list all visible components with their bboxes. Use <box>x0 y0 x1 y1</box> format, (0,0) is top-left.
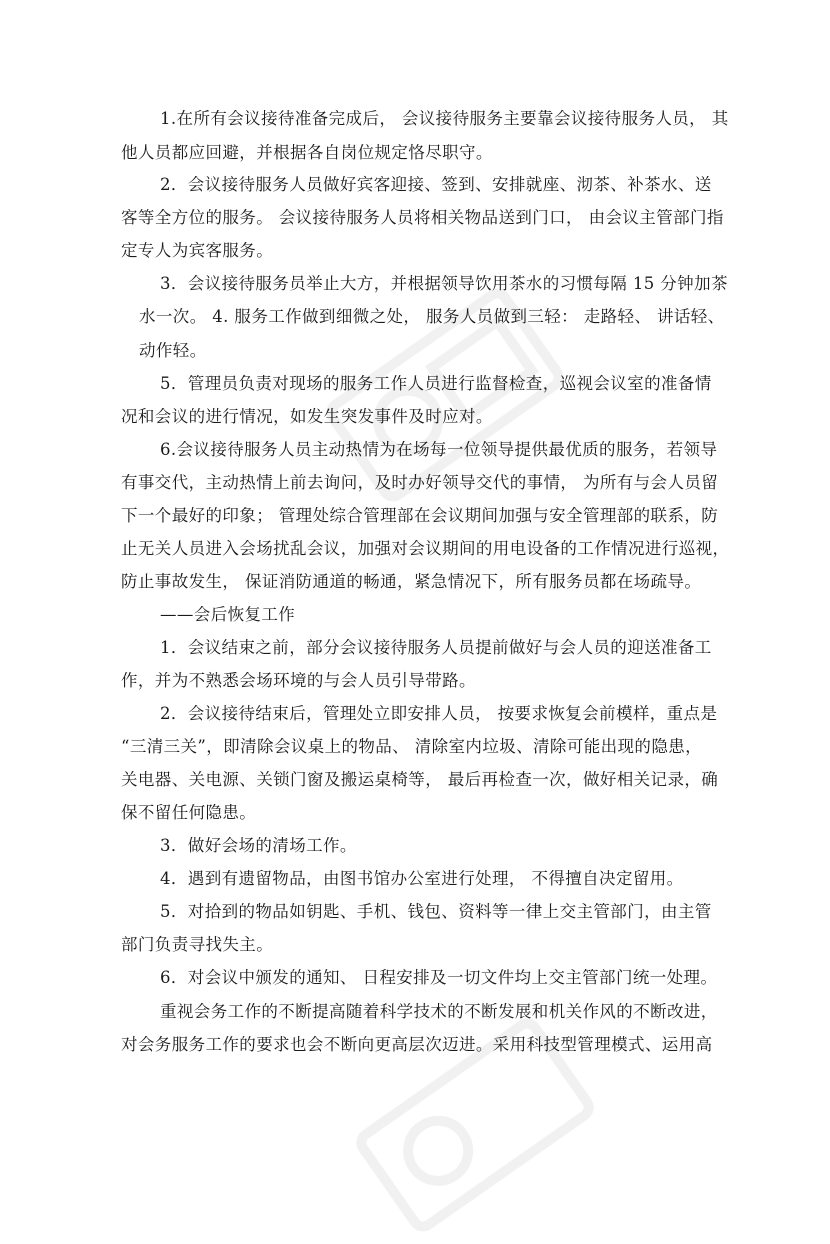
text-line: 下一个最好的印象； 管理处综合管理部在会议期间加强与安全管理部的联系，防 <box>121 506 719 525</box>
text-line: 部门负责寻找失主。 <box>121 935 274 954</box>
text-line: 2．会议接待结束后，管理处立即安排人员， 按要求恢复会前模样，重点是 <box>160 704 718 723</box>
text-line: 5．管理员负责对现场的服务工作人员进行监督检查，巡视会议室的准备情 <box>160 374 712 393</box>
text-line: 水一次。 4. 服务工作做到细微之处， 服务人员做到三轻： 走路轻、 讲话轻、 <box>139 307 725 326</box>
text-line: 他人员都应回避，并根据各自岗位规定恪尽职守。 <box>121 143 493 162</box>
text-line: 2．会议接待服务人员做好宾客迎接、签到、安排就座、沏茶、补茶水、送 <box>160 175 712 194</box>
text-line: “三清三关”，即清除会议桌上的物品、 清除室内垃圾、清除可能出现的隐患， <box>121 737 703 756</box>
text-line: 6．对会议中颁发的通知、 日程安排及一切文件均上交主管部门统一处理。 <box>160 968 718 987</box>
text-line: 有事交代，主动热情上前去询问，及时办好领导交代的事情， 为所有与会人员留 <box>121 473 719 492</box>
text-line: 止无关人员进入会场扰乱会议，加强对会议期间的用电设备的工作情况进行巡视， <box>121 539 730 558</box>
text-line: 1.在所有会议接待准备完成后， 会议接待服务主要靠会议接待服务人员， 其 <box>160 109 729 128</box>
text-line: 对会务服务工作的要求也会不断向更高层次迈进。采用科技型管理模式、运用高 <box>121 1035 713 1054</box>
text-line: 3．做好会场的清场工作。 <box>160 836 357 855</box>
text-line: 关电器、关电源、关锁门窗及搬运桌椅等， 最后再检查一次，做好相关记录，确 <box>121 770 719 789</box>
text-line: 6.会议接待服务人员主动热情为在场每一位领导提供最优质的服务，若领导 <box>160 440 718 459</box>
text-line: 1．会议结束之前，部分会议接待服务人员提前做好与会人员的迎送准备工 <box>160 638 712 657</box>
text-line: 保不留任何隐患。 <box>121 803 257 822</box>
text-line: 动作轻。 <box>139 341 207 360</box>
text-line: 况和会议的进行情况，如发生突发事件及时应对。 <box>121 407 493 426</box>
text-line: 作，并为不熟悉会场环境的与会人员引导带路。 <box>121 671 476 690</box>
text-line: 5．对拾到的物品如钥匙、手机、钱包、资料等一律上交主管部门，由主管 <box>160 902 712 921</box>
text-line: 重视会务工作的不断提高随着科学技术的不断发展和机关作风的不断改进， <box>160 1002 718 1021</box>
section-heading: ——会后恢复工作 <box>160 605 296 624</box>
text-line: 3．会议接待服务员举止大方，并根据领导饮用茶水的习惯每隔 15 分钟加茶 <box>160 274 728 293</box>
text-line: 定专人为宾客服务。 <box>121 241 274 260</box>
text-line: 客等全方位的服务。 会议接待服务人员将相关物品送到门口， 由会议主管部门指 <box>121 208 724 227</box>
text-line: 防止事故发生， 保证消防通道的畅通，紧急情况下，所有服务员都在场疏导。 <box>121 572 702 591</box>
text-line: 4．遇到有遗留物品，由图书馆办公室进行处理， 不得擅自决定留用。 <box>160 869 684 888</box>
